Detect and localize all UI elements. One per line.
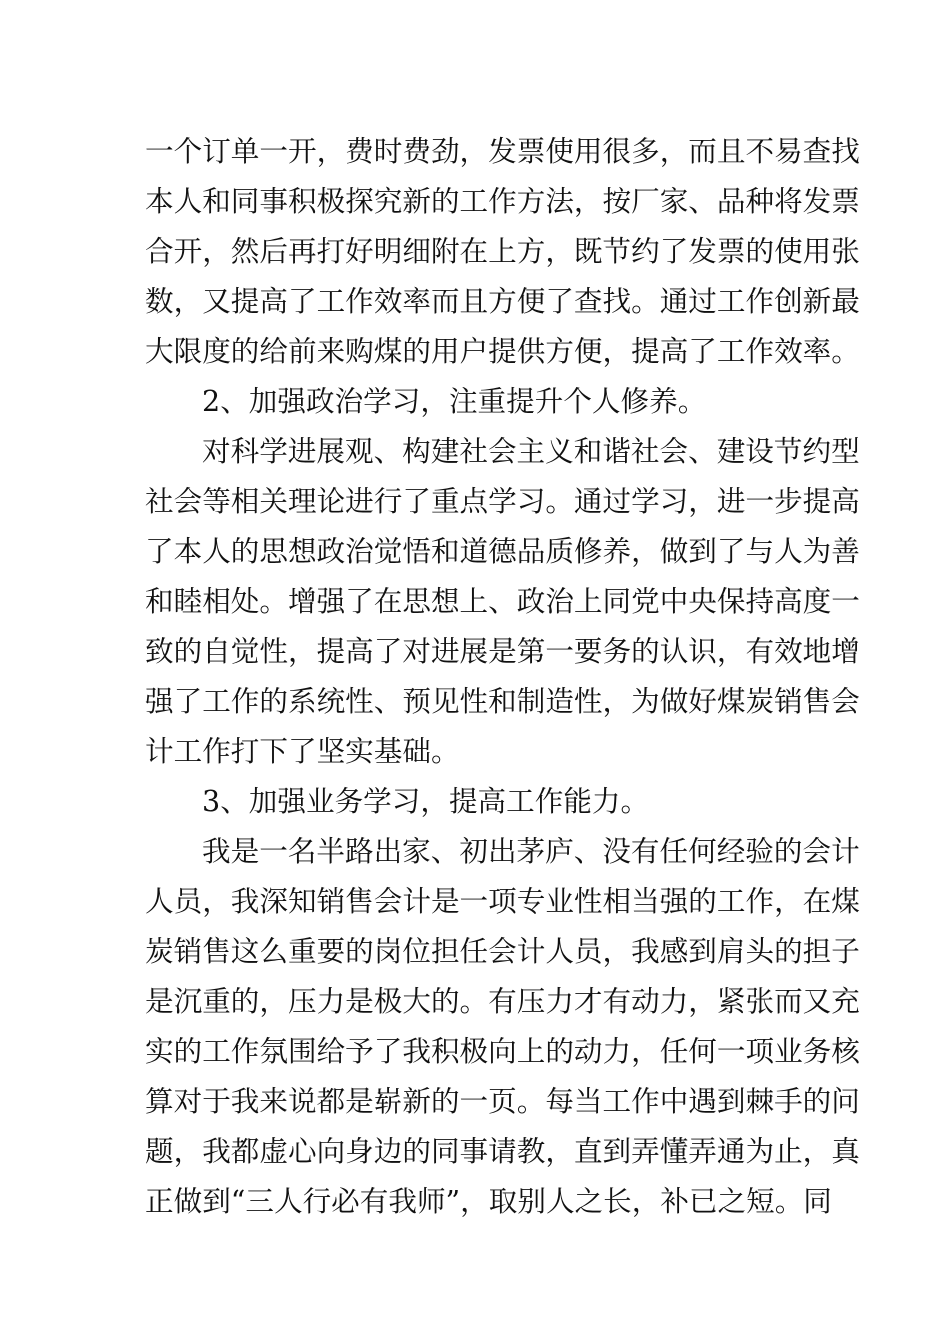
text-line: 致的自觉性，提高了对进展是第一要务的认识，有效地增 <box>145 634 860 668</box>
text-line: 和睦相处。增强了在思想上、政治上同党中央保持高度一 <box>145 584 860 618</box>
text-line: 一个订单一开，费时费劲，发票使用很多，而且不易查找 <box>145 134 860 168</box>
body-text <box>145 126 860 1226</box>
text-line: 正做到“三人行必有我师”，取别人之长，补已之短。同 <box>145 1184 832 1218</box>
text-line: 本人和同事积极探究新的工作方法，按厂家、品种将发票 <box>145 184 860 218</box>
text-line: 合开，然后再打好明细附在上方，既节约了发票的使用张 <box>145 234 860 268</box>
section-heading-2: 2、加强政治学习，注重提升个人修养。 <box>202 384 707 418</box>
text-line: 社会等相关理论进行了重点学习。通过学习，进一步提高 <box>145 484 860 518</box>
text-line: 算对于我来说都是崭新的一页。每当工作中遇到棘手的问 <box>145 1084 860 1118</box>
text-line: 了本人的思想政治觉悟和道德品质修养，做到了与人为善 <box>145 534 860 568</box>
text-line: 数，又提高了工作效率而且方便了查找。通过工作创新最 <box>145 284 860 318</box>
text-line: 我是一名半路出家、初出茅庐、没有任何经验的会计 <box>202 834 860 868</box>
text-line: 是沉重的，压力是极大的。有压力才有动力，紧张而又充 <box>145 984 860 1018</box>
text-line: 强了工作的系统性、预见性和制造性，为做好煤炭销售会 <box>145 684 860 718</box>
text-line: 实的工作氛围给予了我积极向上的动力，任何一项业务核 <box>145 1034 860 1068</box>
text-line: 题，我都虚心向身边的同事请教，直到弄懂弄通为止，真 <box>145 1134 860 1168</box>
text-line: 大限度的给前来购煤的用户提供方便，提高了工作效率。 <box>145 334 860 368</box>
section-heading-3: 3、加强业务学习，提高工作能力。 <box>202 784 650 818</box>
text-line: 计工作打下了坚实基础。 <box>145 734 460 768</box>
text-line: 对科学进展观、构建社会主义和谐社会、建设节约型 <box>202 434 860 468</box>
text-line: 人员，我深知销售会计是一项专业性相当强的工作，在煤 <box>145 884 860 918</box>
text-line: 炭销售这么重要的岗位担任会计人员，我感到肩头的担子 <box>145 934 860 968</box>
